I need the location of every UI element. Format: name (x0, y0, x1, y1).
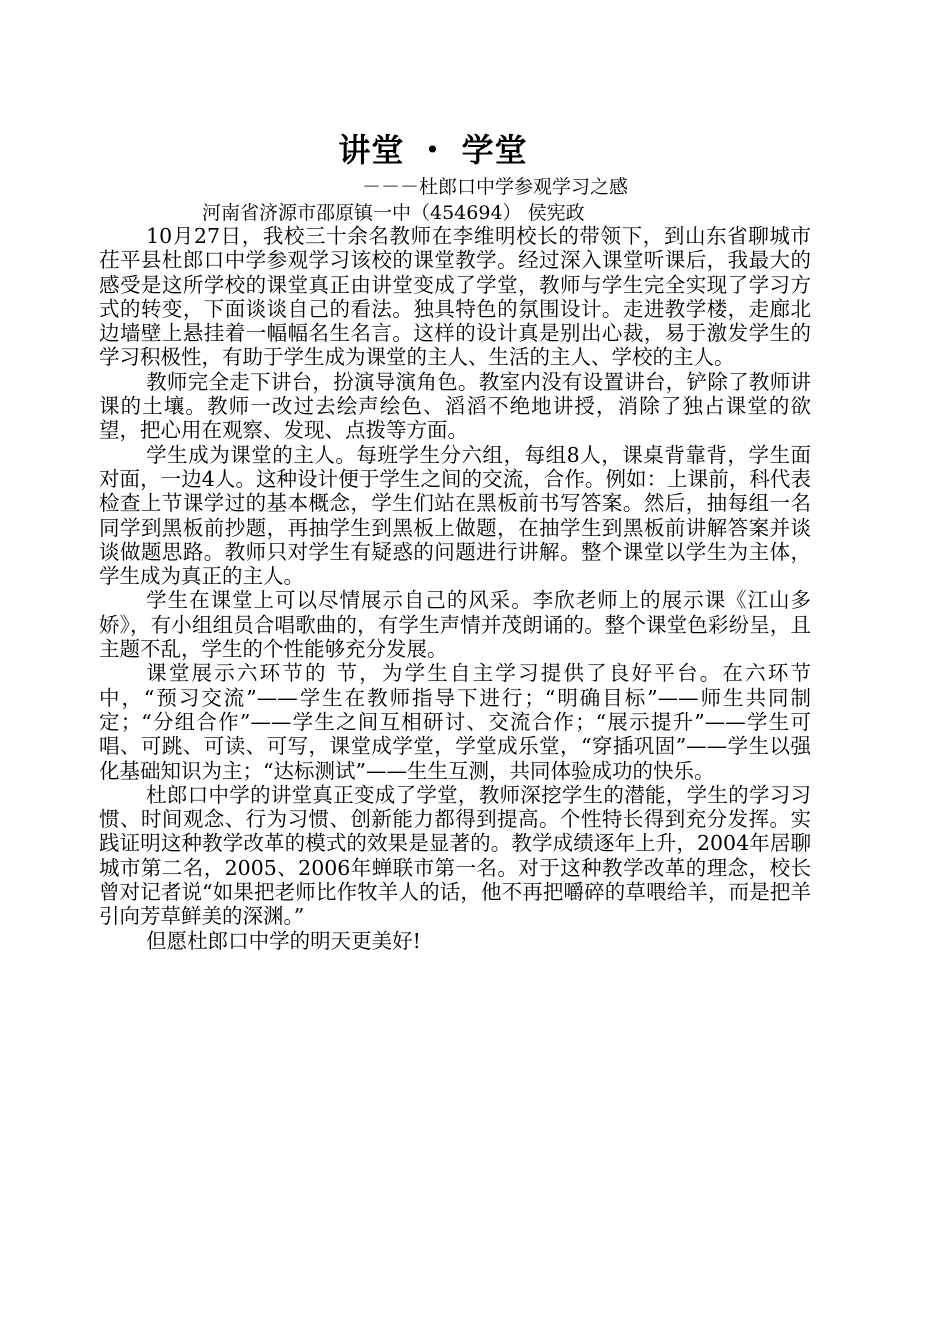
paragraph-student-showcase: 学生在课堂上可以尽情展示自己的风采。李欣老师上的展示课《江山多娇》，有小组组员合唱歌曲的，有学生声情并茂朗诵的。整个课堂色彩纷呈，且主题不乱，学生的个性能够充分发展。 (99, 588, 811, 662)
paragraph-closing: 但愿杜郎口中学的明天更美好! (146, 928, 421, 953)
paragraph-teacher-role: 教师完全走下讲台，扮演导演角色。教室内没有设置讲台，铲除了教师讲课的土壤。教师一改过去绘声绘色、滔滔不绝地讲授，消除了独占课堂的欲望，把心用在观察、发现、点拨等方面。 (99, 369, 811, 443)
paragraph-student-master: 学生成为课堂的主人。每班学生分六组，每组8人，课桌背靠背，学生面对面，一边4人。这种设计便于学生之间的交流，合作。例如：上课前，科代表检查上节课学过的基本概念，学生们站在黑板前书写答案。然后，抽每组一名同学到黑板前抄题，再抽学生到黑板上做题，在抽学生到黑板前讲解答案并谈谈做题思路。教师只对学生有疑惑的问题进行讲解。整个课堂以学生为主体，学生成为真正的主人。 (99, 442, 811, 589)
paragraph-intro: 10月27日，我校三十余名教师在李维明校长的带领下，到山东省聊城市茌平县杜郎口中学参观学习该校的课堂教学。经过深入课堂听课后，我最大的感受是这所学校的课堂真正由讲堂变成了学堂，教师与学生完全实现了学习方式的转变，下面谈谈自己的看法。独具特色的氛围设计。走进教学楼，走廊北边墙壁上悬挂着一幅幅名生名言。这样的设计真是别出心裁，易于激发学生的学习积极性，有助于学生成为课堂的主人、生活的主人、学校的主人。 (99, 224, 811, 370)
paragraph-results: 杜郎口中学的讲堂真正变成了学堂，教师深挖学生的潜能，学生的学习习惯、时间观念、行为习惯、创新能力都得到提高。个性特长得到充分发挥。实践证明这种教学改革的模式的效果是显著的。教学成绩逐年上升，2004年居聊城市第二名，2005、2006年蝉联市第一名。对于这种教学改革的理念，校长曾对记者说“如果把老师比作牧羊人的话，他不再把嚼碎的草喂给羊，而是把羊引向芳草鲜美的深渊。” (99, 782, 811, 929)
article-title: 讲堂 ・ 学堂 (338, 131, 528, 169)
paragraph-six-steps: 课堂展示六环节的 节，为学生自主学习提供了良好平台。在六环节中，“预习交流”——学生在教师指导下进行；“明确目标”——师生共同制定；“分组合作”——学生之间互相研讨、交流合作；“展示提升”——学生可唱、可跳、可读、可写，课堂成学堂，学堂成乐堂，“穿插巩固”——学生以强化基础知识为主；“达标测试”——生生互测，共同体验成功的快乐。 (99, 661, 811, 783)
article-subtitle: －－－杜郎口中学参观学习之感 (362, 176, 629, 198)
article-body (99, 224, 811, 953)
author-line: 河南省济源市邵原镇一中（454694） 侯宪政 (202, 202, 585, 224)
